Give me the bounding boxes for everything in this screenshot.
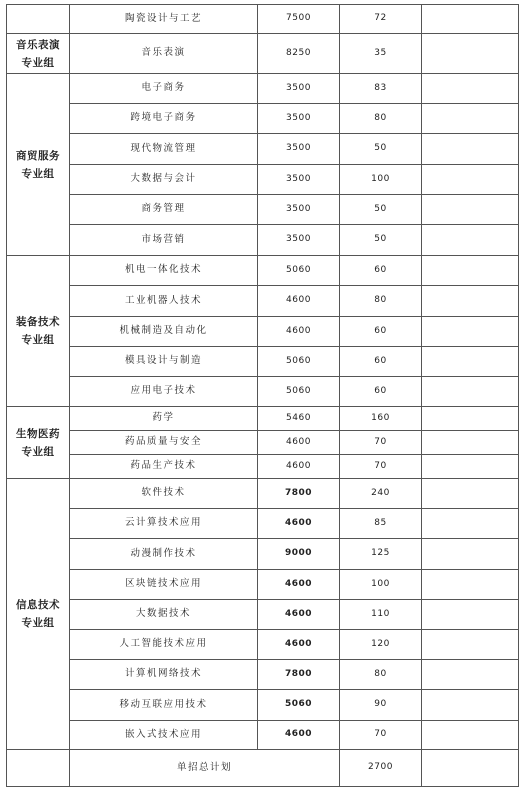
major-name-cell: 药品生产技术 [70, 455, 258, 479]
tuition-fee-cell: 3500 [258, 225, 340, 256]
table-row [7, 104, 519, 134]
table-row [7, 347, 519, 377]
group-name-line1: 生物医药 [16, 427, 60, 440]
empty-remark-cell [422, 479, 519, 509]
group-name-line1: 商贸服务 [16, 149, 60, 162]
plan-count-cell: 160 [340, 407, 422, 431]
plan-count-cell: 72 [340, 5, 422, 34]
major-name-cell: 药学 [70, 407, 258, 431]
table-row [7, 407, 519, 431]
plan-count-cell: 60 [340, 317, 422, 347]
tuition-fee-cell: 5060 [258, 690, 340, 721]
plan-count-cell: 110 [340, 600, 422, 630]
major-name-cell: 电子商务 [70, 74, 258, 104]
major-name-cell: 云计算技术应用 [70, 509, 258, 539]
tuition-fee-cell: 4600 [258, 286, 340, 317]
total-value: 2700 [340, 750, 422, 787]
table-row [7, 256, 519, 286]
major-name-cell: 大数据技术 [70, 600, 258, 630]
tuition-fee-cell: 4600 [258, 431, 340, 455]
plan-count-cell: 120 [340, 630, 422, 660]
plan-count-cell: 240 [340, 479, 422, 509]
empty-remark-cell [422, 690, 519, 721]
enrollment-table-container [6, 4, 518, 787]
plan-count-cell: 83 [340, 74, 422, 104]
plan-count-cell: 70 [340, 455, 422, 479]
major-name-cell: 音乐表演 [70, 34, 258, 74]
tuition-fee-cell: 9000 [258, 539, 340, 570]
table-row [7, 74, 519, 104]
empty-remark-cell [422, 5, 519, 34]
empty-remark-cell [422, 600, 519, 630]
tuition-fee-cell: 3500 [258, 165, 340, 195]
empty-remark-cell [422, 431, 519, 455]
table-row [7, 377, 519, 407]
plan-count-cell: 85 [340, 509, 422, 539]
tuition-fee-cell: 4600 [258, 630, 340, 660]
plan-count-cell: 80 [340, 660, 422, 690]
plan-count-cell: 70 [340, 431, 422, 455]
tuition-fee-cell: 3500 [258, 104, 340, 134]
group-name-cell [7, 479, 70, 750]
tuition-fee-cell: 5060 [258, 347, 340, 377]
tuition-fee-cell: 7800 [258, 479, 340, 509]
tuition-fee-cell: 3500 [258, 74, 340, 104]
table-row [7, 165, 519, 195]
major-name-cell: 嵌入式技术应用 [70, 721, 258, 750]
empty-remark-cell [422, 286, 519, 317]
table-row [7, 5, 519, 34]
plan-count-cell: 100 [340, 570, 422, 600]
plan-count-cell: 50 [340, 134, 422, 165]
tuition-fee-cell: 7800 [258, 660, 340, 690]
plan-count-cell: 125 [340, 539, 422, 570]
table-row [7, 721, 519, 750]
tuition-fee-cell: 4600 [258, 317, 340, 347]
empty-remark-cell [422, 165, 519, 195]
major-name-cell: 模具设计与制造 [70, 347, 258, 377]
group-name-cell [7, 5, 70, 34]
empty-remark-cell [422, 317, 519, 347]
total-empty-cell [7, 750, 70, 787]
total-row [7, 750, 519, 787]
table-row [7, 134, 519, 165]
empty-remark-cell [422, 74, 519, 104]
plan-count-cell: 80 [340, 286, 422, 317]
empty-remark-cell [422, 721, 519, 750]
total-empty-cell [422, 750, 519, 787]
table-row [7, 690, 519, 721]
major-name-cell: 工业机器人技术 [70, 286, 258, 317]
major-name-cell: 跨境电子商务 [70, 104, 258, 134]
group-name-line2: 专业组 [21, 617, 55, 629]
major-name-cell: 机械制造及自动化 [70, 317, 258, 347]
empty-remark-cell [422, 660, 519, 690]
group-name-line2: 专业组 [21, 56, 55, 69]
major-name-cell: 陶瓷设计与工艺 [70, 5, 258, 34]
tuition-fee-cell: 3500 [258, 134, 340, 165]
empty-remark-cell [422, 539, 519, 570]
total-label: 单招总计划 [70, 750, 340, 787]
empty-remark-cell [422, 509, 519, 539]
table-row [7, 539, 519, 570]
empty-remark-cell [422, 377, 519, 407]
plan-count-cell: 100 [340, 165, 422, 195]
group-name-line2: 专业组 [21, 334, 55, 346]
tuition-fee-cell: 5060 [258, 377, 340, 407]
major-name-cell: 移动互联应用技术 [70, 690, 258, 721]
tuition-fee-cell: 4600 [258, 721, 340, 750]
tuition-fee-cell: 5460 [258, 407, 340, 431]
group-name-cell [7, 34, 70, 74]
major-name-cell: 应用电子技术 [70, 377, 258, 407]
major-name-cell: 大数据与会计 [70, 165, 258, 195]
tuition-fee-cell: 8250 [258, 34, 340, 74]
group-name-cell [7, 256, 70, 407]
empty-remark-cell [422, 104, 519, 134]
major-name-cell: 计算机网络技术 [70, 660, 258, 690]
group-name-line1: 装备技术 [16, 316, 60, 328]
empty-remark-cell [422, 195, 519, 225]
table-row [7, 509, 519, 539]
table-row [7, 479, 519, 509]
group-name-line1: 信息技术 [16, 599, 60, 611]
table-row [7, 660, 519, 690]
empty-remark-cell [422, 407, 519, 431]
enrollment-plan-table [6, 4, 519, 787]
table-row [7, 630, 519, 660]
tuition-fee-cell: 5060 [258, 256, 340, 286]
major-name-cell: 软件技术 [70, 479, 258, 509]
empty-remark-cell [422, 134, 519, 165]
group-name-line1: 音乐表演 [16, 38, 60, 51]
major-name-cell: 区块链技术应用 [70, 570, 258, 600]
tuition-fee-cell: 4600 [258, 455, 340, 479]
table-row [7, 286, 519, 317]
group-name-cell [7, 74, 70, 256]
major-name-cell: 现代物流管理 [70, 134, 258, 165]
plan-count-cell: 80 [340, 104, 422, 134]
group-name-line2: 专业组 [21, 445, 55, 458]
plan-count-cell: 90 [340, 690, 422, 721]
tuition-fee-cell: 4600 [258, 600, 340, 630]
table-row [7, 600, 519, 630]
major-name-cell: 商务管理 [70, 195, 258, 225]
major-name-cell: 动漫制作技术 [70, 539, 258, 570]
plan-count-cell: 70 [340, 721, 422, 750]
plan-count-cell: 60 [340, 377, 422, 407]
major-name-cell: 机电一体化技术 [70, 256, 258, 286]
table-row [7, 570, 519, 600]
table-row [7, 225, 519, 256]
tuition-fee-cell: 4600 [258, 570, 340, 600]
plan-count-cell: 60 [340, 256, 422, 286]
group-name-cell [7, 407, 70, 479]
empty-remark-cell [422, 455, 519, 479]
tuition-fee-cell: 3500 [258, 195, 340, 225]
empty-remark-cell [422, 256, 519, 286]
tuition-fee-cell: 7500 [258, 5, 340, 34]
plan-count-cell: 60 [340, 347, 422, 377]
group-name-line2: 专业组 [21, 167, 55, 180]
major-name-cell: 人工智能技术应用 [70, 630, 258, 660]
empty-remark-cell [422, 630, 519, 660]
plan-count-cell: 50 [340, 195, 422, 225]
empty-remark-cell [422, 225, 519, 256]
empty-remark-cell [422, 34, 519, 74]
table-row [7, 317, 519, 347]
major-name-cell: 市场营销 [70, 225, 258, 256]
major-name-cell: 药品质量与安全 [70, 431, 258, 455]
table-row [7, 431, 519, 455]
plan-count-cell: 35 [340, 34, 422, 74]
plan-count-cell: 50 [340, 225, 422, 256]
table-row [7, 195, 519, 225]
table-row [7, 455, 519, 479]
table-row [7, 34, 519, 74]
empty-remark-cell [422, 347, 519, 377]
tuition-fee-cell: 4600 [258, 509, 340, 539]
empty-remark-cell [422, 570, 519, 600]
